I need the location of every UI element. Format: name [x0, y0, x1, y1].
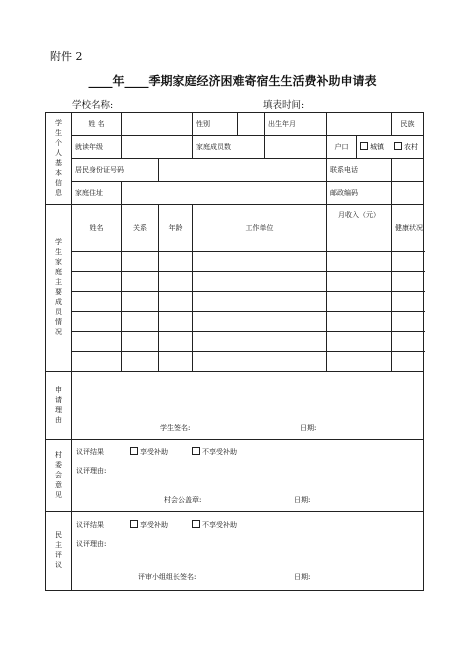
reason-date-label: 日期: — [300, 424, 317, 432]
village-enjoy-label: 享受补助 — [140, 448, 168, 456]
application-form-table — [45, 112, 424, 591]
student-sign-label: 学生签名: — [160, 424, 191, 432]
member-relation-cell[interactable] — [122, 272, 159, 292]
democratic-not-enjoy-label: 不享受补助 — [202, 521, 237, 529]
village-result-label: 议评结果 — [76, 448, 104, 456]
rural-option[interactable] — [394, 142, 418, 152]
address-field[interactable] — [122, 182, 327, 205]
member-health-cell[interactable] — [392, 252, 424, 272]
family-size-field[interactable] — [265, 136, 327, 159]
hukou-label: 户口 — [327, 136, 357, 159]
family-row — [46, 272, 424, 292]
reason-field[interactable] — [72, 372, 424, 440]
school-name-label: 学校名称: — [72, 100, 114, 111]
ethnicity-label: 民族 — [392, 113, 424, 136]
village-section-label: 村委会意见 — [46, 440, 72, 512]
democratic-enjoy-option[interactable] — [130, 520, 168, 530]
member-name-cell[interactable] — [72, 252, 122, 272]
grade-field[interactable] — [122, 136, 193, 159]
member-income-cell[interactable] — [327, 352, 392, 372]
postcode-label: 邮政编码 — [327, 182, 392, 205]
birth-label: 出生年月 — [265, 113, 327, 136]
democratic-section-label: 民主评议 — [46, 512, 72, 591]
family-row — [46, 292, 424, 312]
member-name-cell[interactable] — [72, 332, 122, 352]
family-row — [46, 312, 424, 332]
member-work-cell[interactable] — [193, 292, 327, 312]
member-relation-cell[interactable] — [122, 292, 159, 312]
reason-section-label: 申请理由 — [46, 372, 72, 440]
family-row — [46, 252, 424, 272]
phone-label: 联系电话 — [327, 159, 392, 182]
member-income-cell[interactable] — [327, 332, 392, 352]
democratic-not-enjoy-checkbox[interactable] — [192, 520, 200, 528]
family-row — [46, 332, 424, 352]
member-work-cell[interactable] — [193, 252, 327, 272]
col-health-header: 健康状况 — [392, 205, 424, 252]
member-name-cell[interactable] — [72, 272, 122, 292]
member-name-cell[interactable] — [72, 312, 122, 332]
member-relation-cell[interactable] — [122, 312, 159, 332]
member-relation-cell[interactable] — [122, 252, 159, 272]
member-name-cell[interactable] — [72, 292, 122, 312]
grade-label: 就读年级 — [72, 136, 122, 159]
member-health-cell[interactable] — [392, 312, 424, 332]
postcode-field[interactable] — [392, 182, 424, 205]
member-income-cell[interactable] — [327, 252, 392, 272]
member-income-cell[interactable] — [327, 312, 392, 332]
member-income-cell[interactable] — [327, 272, 392, 292]
village-not-enjoy-option[interactable] — [192, 447, 237, 457]
member-age-cell[interactable] — [159, 332, 193, 352]
member-relation-cell[interactable] — [122, 332, 159, 352]
member-age-cell[interactable] — [159, 352, 193, 372]
village-opinion-field[interactable] — [72, 440, 424, 512]
democratic-not-enjoy-option[interactable] — [192, 520, 237, 530]
member-health-cell[interactable] — [392, 352, 424, 372]
family-size-label: 家庭成员数 — [193, 136, 265, 159]
member-age-cell[interactable] — [159, 312, 193, 332]
urban-label: 城镇 — [370, 143, 384, 151]
name-label: 姓 名 — [72, 113, 122, 136]
form-title: ____年____季期家庭经济困难寄宿生生活费补助申请表 — [88, 74, 377, 88]
rural-checkbox[interactable] — [394, 142, 402, 150]
member-health-cell[interactable] — [392, 272, 424, 292]
member-work-cell[interactable] — [193, 272, 327, 292]
gender-label: 性别 — [193, 113, 238, 136]
urban-checkbox[interactable] — [360, 142, 368, 150]
address-label: 家庭住址 — [72, 182, 122, 205]
member-health-cell[interactable] — [392, 292, 424, 312]
col-income-header: 月收入（元） — [327, 205, 392, 252]
member-work-cell[interactable] — [193, 352, 327, 372]
col-relation-header: 关系 — [122, 205, 159, 252]
urban-option[interactable] — [360, 142, 384, 152]
member-name-cell[interactable] — [72, 352, 122, 372]
democratic-review-field[interactable] — [72, 512, 424, 591]
id-number-label: 居民身份证号码 — [72, 159, 159, 182]
village-enjoy-option[interactable] — [130, 447, 168, 457]
village-date-label: 日期: — [294, 496, 311, 504]
name-field[interactable] — [122, 113, 193, 136]
id-number-field[interactable] — [159, 159, 327, 182]
col-work-header: 工作单位 — [193, 205, 327, 252]
family-row — [46, 352, 424, 372]
phone-field[interactable] — [392, 159, 424, 182]
member-work-cell[interactable] — [193, 312, 327, 332]
family-section-label: 学生家庭主要成员情况 — [46, 205, 72, 372]
member-health-cell[interactable] — [392, 332, 424, 352]
birth-field[interactable] — [327, 113, 392, 136]
member-income-cell[interactable] — [327, 292, 392, 312]
democratic-result-label: 议评结果 — [76, 521, 104, 529]
democratic-enjoy-label: 享受补助 — [140, 521, 168, 529]
village-not-enjoy-label: 不享受补助 — [202, 448, 237, 456]
fill-time-label: 填表时间: — [263, 100, 305, 111]
rural-label: 农村 — [404, 143, 418, 151]
democratic-reason-label: 议评理由: — [76, 540, 107, 548]
col-name-header: 姓名 — [72, 205, 122, 252]
village-not-enjoy-checkbox[interactable] — [192, 447, 200, 455]
village-reason-label: 议评理由: — [76, 467, 107, 475]
personal-info-section-label: 学生个人基本信息 — [46, 113, 72, 205]
village-seal-label: 村会公盖章: — [164, 496, 202, 504]
member-age-cell[interactable] — [159, 292, 193, 312]
democratic-date-label: 日期: — [294, 573, 311, 581]
member-age-cell[interactable] — [159, 272, 193, 292]
member-work-cell[interactable] — [193, 332, 327, 352]
village-enjoy-checkbox[interactable] — [130, 447, 138, 455]
gender-field[interactable] — [238, 113, 265, 136]
member-age-cell[interactable] — [159, 252, 193, 272]
member-relation-cell[interactable] — [122, 352, 159, 372]
democratic-enjoy-checkbox[interactable] — [130, 520, 138, 528]
attachment-label: 附件 2 — [50, 50, 83, 63]
col-age-header: 年龄 — [159, 205, 193, 252]
leader-sign-label: 评审小组组长签名: — [138, 573, 197, 581]
